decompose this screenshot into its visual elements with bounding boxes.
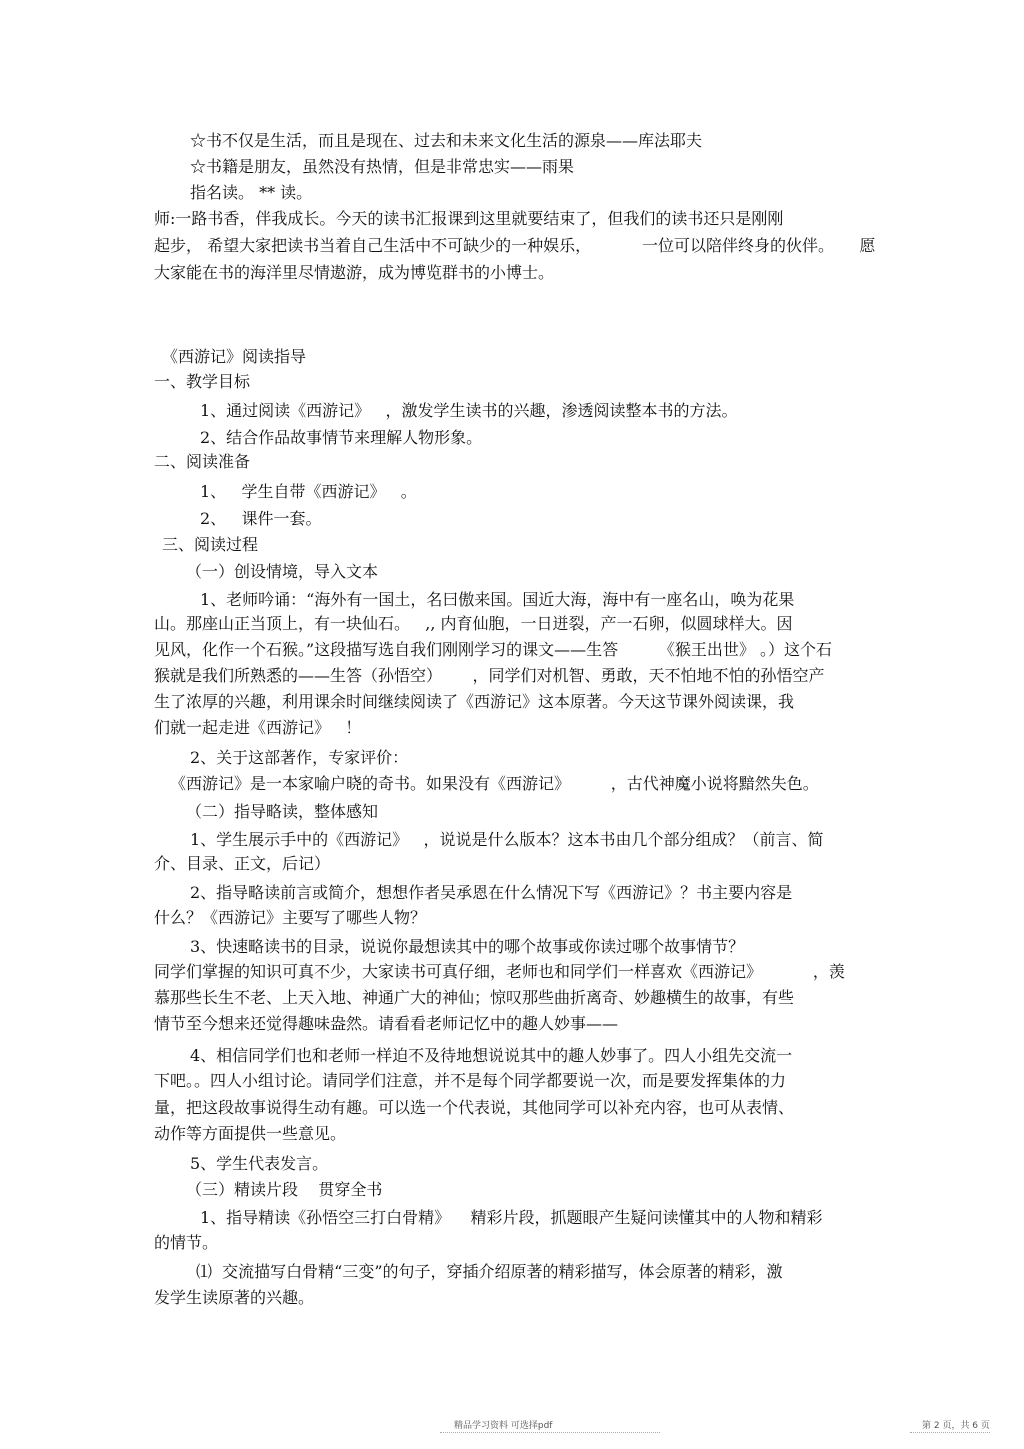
text-line: 《西游记》是一本家喻户晓的奇书。如果没有《西游记》 ，古代神魔小说将黯然失色。 [170,774,819,793]
text-line: 介、目录、正文，后记） [154,854,331,873]
text-line: 见风，化作一个石猴。”这段描写选自我们刚刚学习的课文——生答 《猴王出世》 。）这个石 [154,640,832,659]
text-line: 山。那座山正当顶上，有一块仙石。 ,, 内育仙胞，一日迸裂，产一石卵，似圆球样大。因 [154,614,793,633]
text-line: 发学生读原著的兴趣。 [154,1288,315,1307]
section-title: 《西游记》阅读指导 [162,347,307,366]
text-line: 什么？《西游记》主要写了哪些人物？ [154,908,427,927]
text-line: 1、通过阅读《西游记》 ，激发学生读书的兴趣，渗透阅读整本书的方法。 [200,401,738,420]
text-line: 3、快速略读书的目录，说说你最想读其中的哪个故事或你读过哪个故事情节？ [190,937,745,956]
text-line: 1、指导精读《孙悟空三打白骨精》 精彩片段，抓题眼产生疑问读懂其中的人物和精彩 [200,1208,823,1227]
text-line: 1、老师吟诵：“海外有一国土，名曰傲来国。国近大海，海中有一座名山，唤为花果 [200,590,795,609]
subheading: （三）精读片段 贯穿全书 [186,1180,383,1199]
heading: 二、阅读准备 [154,452,251,471]
text-line: 1、 学生自带《西游记》 。 [200,482,417,501]
quote-line: ☆书不仅是生活，而且是现在、过去和未来文化生活的源泉——库法耶夫 [190,131,703,150]
text-line: 1、学生展示手中的《西游记》 ，说说是什么版本？这本书由几个部分组成？（前言、简 [190,830,824,849]
heading: 三、阅读过程 [162,535,259,554]
text-line: 指名读。 ** 读。 [190,183,313,202]
text-line: 大家能在书的海洋里尽情遨游，成为博览群书的小博士。 [154,263,555,282]
text-line: 下吧。。四人小组讨论。请同学们注意，并不是每个同学都要说一次，而是要发挥集体的力 [154,1071,787,1090]
text-line: 2、关于这部著作，专家评价： [190,748,409,767]
page-number: 第 2 页，共 6 页 [922,1421,990,1431]
heading: 一、教学目标 [154,372,251,391]
subheading: （二）指导略读，整体感知 [186,802,379,821]
footer-divider [440,1432,660,1433]
text-line: 情节至今想来还觉得趣味盎然。请看看老师记忆中的趣人妙事—— [154,1014,619,1033]
text-line: 猴就是我们所熟悉的——生答（孙悟空） ，同学们对机智、勇敢，天不怕地不怕的孙悟空产 [154,666,825,685]
text-line: 5、学生代表发言。 [190,1154,329,1173]
text-line: 慕那些长生不老、上天入地、神通广大的神仙；惊叹那些曲折离奇、妙趣横生的故事，有些 [154,988,795,1007]
text-line: 2、指导略读前言或简介，想想作者吴承恩在什么情况下写《西游记》？书主要内容是 [190,883,793,902]
footer-note: 精品学习资料 可选择pdf [454,1421,553,1431]
footer-divider [910,1432,990,1433]
text-line: 同学们掌握的知识可真不少，大家读书可真仔细，老师也和同学们一样喜欢《西游记》 ，羡 [154,962,845,981]
text-line: 2、结合作品故事情节来理解人物形象。 [200,428,483,447]
text-line: 的情节。 [154,1233,219,1252]
text-line: 4、相信同学们也和老师一样迫不及待地想说说其中的趣人妙事了。四人小组先交流一 [190,1046,793,1065]
text-line: 量，把这段故事说得生动有趣。可以选一个代表说，其他同学可以补充内容，也可从表情、 [154,1098,795,1117]
text-line: 2、 课件一套。 [200,509,322,528]
text-line: 们就一起走进《西游记》 ！ [154,718,362,737]
subheading: （一）创设情境，导入文本 [186,562,379,581]
text-line: 师:一路书香，伴我成长。今天的读书汇报课到这里就要结束了，但我们的读书还只是刚刚 [154,209,784,228]
text-line: 起步， 希望大家把读书当着自己生活中不可缺少的一种娱乐， 一位可以陪伴终身的伙伴。 愿 [154,236,876,255]
text-line: ⑴ 交流描写白骨精“三变”的句子，穿插介绍原著的精彩描写，体会原著的精彩，激 [196,1262,783,1281]
text-line: 动作等方面提供一些意见。 [154,1124,347,1143]
quote-line: ☆书籍是朋友，虽然没有热情，但是非常忠实——雨果 [190,157,575,176]
text-line: 生了浓厚的兴趣，利用课余时间继续阅读了《西游记》这本原著。今天这节课外阅读课，我 [154,692,795,711]
